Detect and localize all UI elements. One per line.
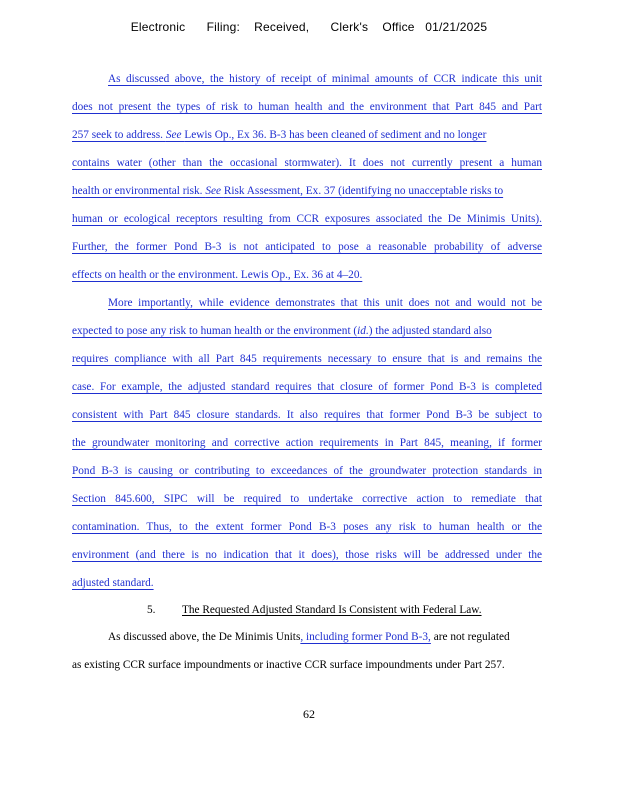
citation-signal: See — [205, 185, 222, 197]
section-number: 5. — [147, 604, 156, 616]
paragraph-line — [72, 324, 542, 351]
text-run: are not regulated — [430, 631, 510, 643]
inserted-text: , including former Pond B-3, — [300, 631, 431, 643]
paragraph-line: More importantly, while evidence demonstrates that this unit does not and would not be — [108, 297, 542, 309]
paragraph-line: case. For example, the adjusted standard requires that closure of former Pond B-3 is completed — [72, 381, 542, 393]
text-run: health or environmental risk. — [72, 185, 203, 197]
text-run: As discussed above, the De Minimis Units — [108, 631, 301, 643]
paragraph-line: Pond B-3 is causing or contributing to exceedances of the groundwater protection standards in — [72, 465, 542, 477]
text-run: Risk Assessment, Ex. 37 (identifying no unacceptable risks to — [223, 185, 504, 197]
citation-signal: See — [165, 129, 182, 141]
paragraph-line: as existing CCR surface impoundments or inactive CCR surface impoundments under Part 257. — [72, 659, 505, 671]
filing-stamp-header: Electronic Filing: Received, Clerk's Office 01/21/2025 — [130, 20, 488, 34]
text-run: expected to pose any risk to human health or the environment ( — [72, 325, 358, 337]
paragraph-line — [72, 184, 542, 211]
paragraph-line: does not present the types of risk to human health and the environment that Part 845 and Part — [72, 101, 542, 113]
paragraph-line: Section 845.600, SIPC will be required to undertake corrective action to remediate that — [72, 493, 542, 505]
paragraph-line: effects on health or the environment. Lewis Op., Ex. 36 at 4–20. — [72, 269, 363, 281]
paragraph-line: consistent with Part 845 closure standards. It also requires that former Pond B-3 be subject to — [72, 409, 542, 421]
paragraph-line: As discussed above, the history of receipt of minimal amounts of CCR indicate this unit — [108, 73, 542, 85]
paragraph-line — [72, 128, 542, 155]
paragraph-line: the groundwater monitoring and corrective action requirements in Part 845, meaning, if former — [72, 437, 542, 449]
section-title: The Requested Adjusted Standard Is Consistent with Federal Law. — [182, 604, 482, 616]
text-run: Lewis Op., Ex 36. B-3 has been cleaned of sediment and no longer — [184, 129, 487, 141]
text-run: ) the adjusted standard also — [368, 325, 492, 337]
paragraph-line — [72, 630, 542, 657]
paragraph-line: Further, the former Pond B-3 is not anticipated to pose a reasonable probability of adverse — [72, 241, 542, 253]
paragraph-line: requires compliance with all Part 845 requirements necessary to ensure that is and remains the — [72, 353, 542, 365]
paragraph-line: contamination. Thus, to the extent former Pond B-3 poses any risk to human health or the — [72, 521, 542, 533]
section-heading — [72, 604, 542, 622]
paragraph-line: adjusted standard. — [72, 577, 154, 589]
paragraph-line: human or ecological receptors resulting from CCR exposures associated the De Minimis Units). — [72, 213, 542, 225]
paragraph-line: environment (and there is no indication that it does), those risks will be addressed under the — [72, 549, 542, 561]
paragraph-line: contains water (other than the occasional stormwater). It does not currently present a human — [72, 157, 542, 169]
page-number: 62 — [303, 707, 315, 721]
text-run: 257 seek to address. — [72, 129, 163, 141]
citation-id: id. — [357, 325, 369, 337]
